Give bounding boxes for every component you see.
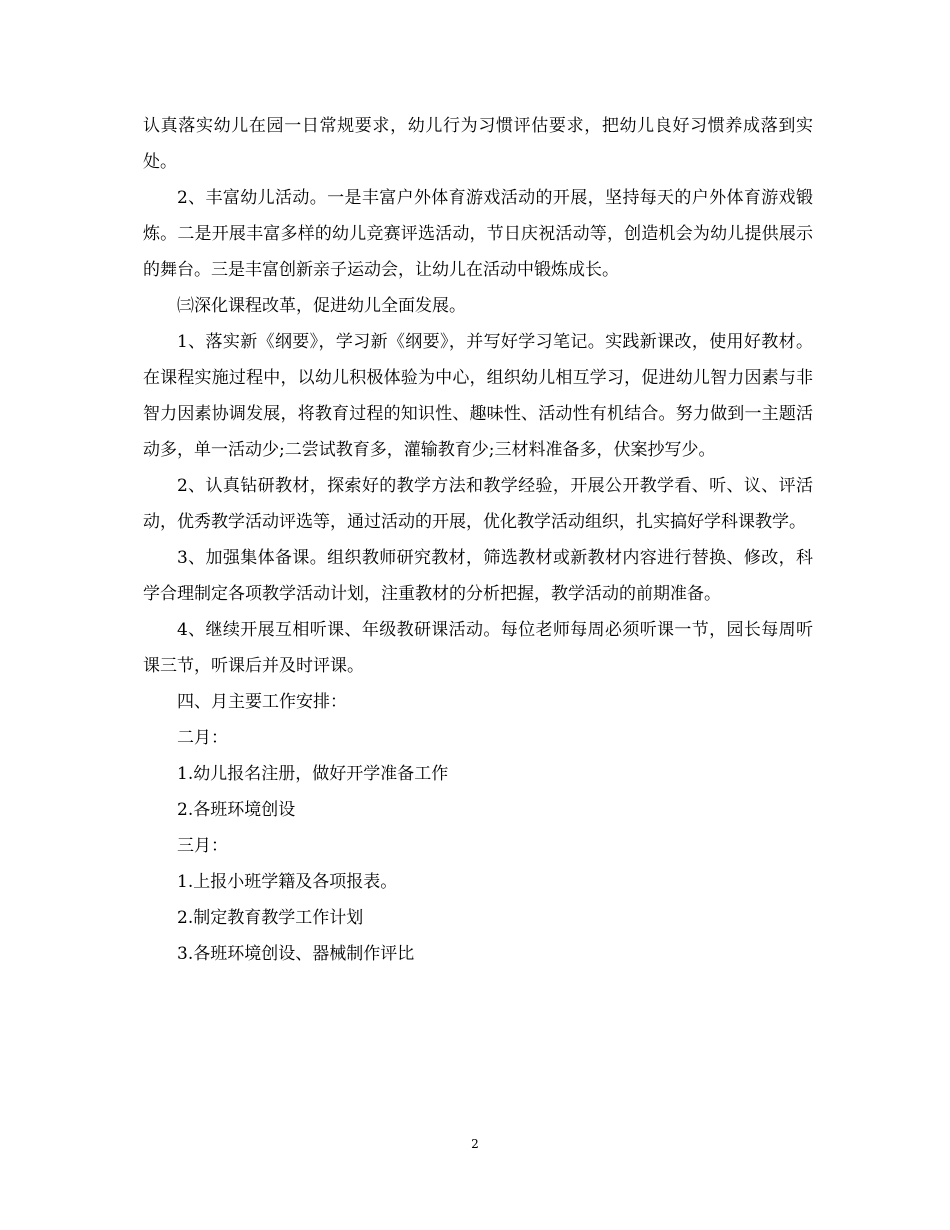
- paragraph-implement-outline: 1、落实新《纲要》，学习新《纲要》，并写好学习笔记。实践新课改，使用好教材。在课程实施过程中，以幼儿积极体验为中心，组织幼儿相互学习，促进幼儿智力因素与非智力因素协调发展，将教育过程的知识性、趣味性、活动性有机结合。努力做到一主题活动多，单一活动少;二尝试教育多，灌输教育少;三材料准备多，伏案抄写少。: [143, 332, 813, 460]
- paragraph-enrich-activities: 2、丰富幼儿活动。一是丰富户外体育游戏活动的开展，坚持每天的户外体育游戏锻炼。二是开展丰富多样的幼儿竞赛评选活动，节日庆祝活动等，创造机会为幼儿提供展示的舞台。三是丰富创新亲子运动会，让幼儿在活动中锻炼成长。: [143, 188, 813, 280]
- page-number: 2: [471, 1137, 479, 1151]
- section-heading-curriculum-reform: ㈢深化课程改革，促进幼儿全面发展。: [177, 296, 466, 316]
- list-item: 2.各班环境创设: [177, 800, 296, 820]
- paragraph-continuation: 认真落实幼儿在园一日常规要求，幼儿行为习惯评估要求，把幼儿良好习惯养成落到实处。: [143, 116, 813, 172]
- list-item: 2.制定教育教学工作计划: [177, 908, 364, 928]
- paragraph-study-materials: 2、认真钻研教材，探索好的教学方法和教学经验，开展公开教学看、听、议、评活动，优秀教学活动评选等，通过活动的开展，优化教学活动组织，扎实搞好学科课教学。: [143, 476, 813, 532]
- list-item: 3.各班环境创设、器械制作评比: [177, 944, 415, 964]
- paragraph-class-observation: 4、继续开展互相听课、年级教研课活动。每位老师每周必须听课一节，园长每周听课三节，听课后并及时评课。: [143, 620, 813, 676]
- section-heading-monthly-schedule: 四、月主要工作安排：: [177, 692, 347, 712]
- list-item: 1.幼儿报名注册，做好开学准备工作: [177, 764, 449, 784]
- month-heading-february: 二月：: [177, 728, 228, 748]
- document-body: [143, 108, 813, 972]
- month-heading-march: 三月：: [177, 836, 228, 856]
- paragraph-collective-lesson-prep: 3、加强集体备课。组织教师研究教材，筛选教材或新教材内容进行替换、修改，科学合理制定各项教学活动计划，注重教材的分析把握，教学活动的前期准备。: [143, 548, 813, 604]
- list-item: 1.上报小班学籍及各项报表。: [177, 872, 398, 892]
